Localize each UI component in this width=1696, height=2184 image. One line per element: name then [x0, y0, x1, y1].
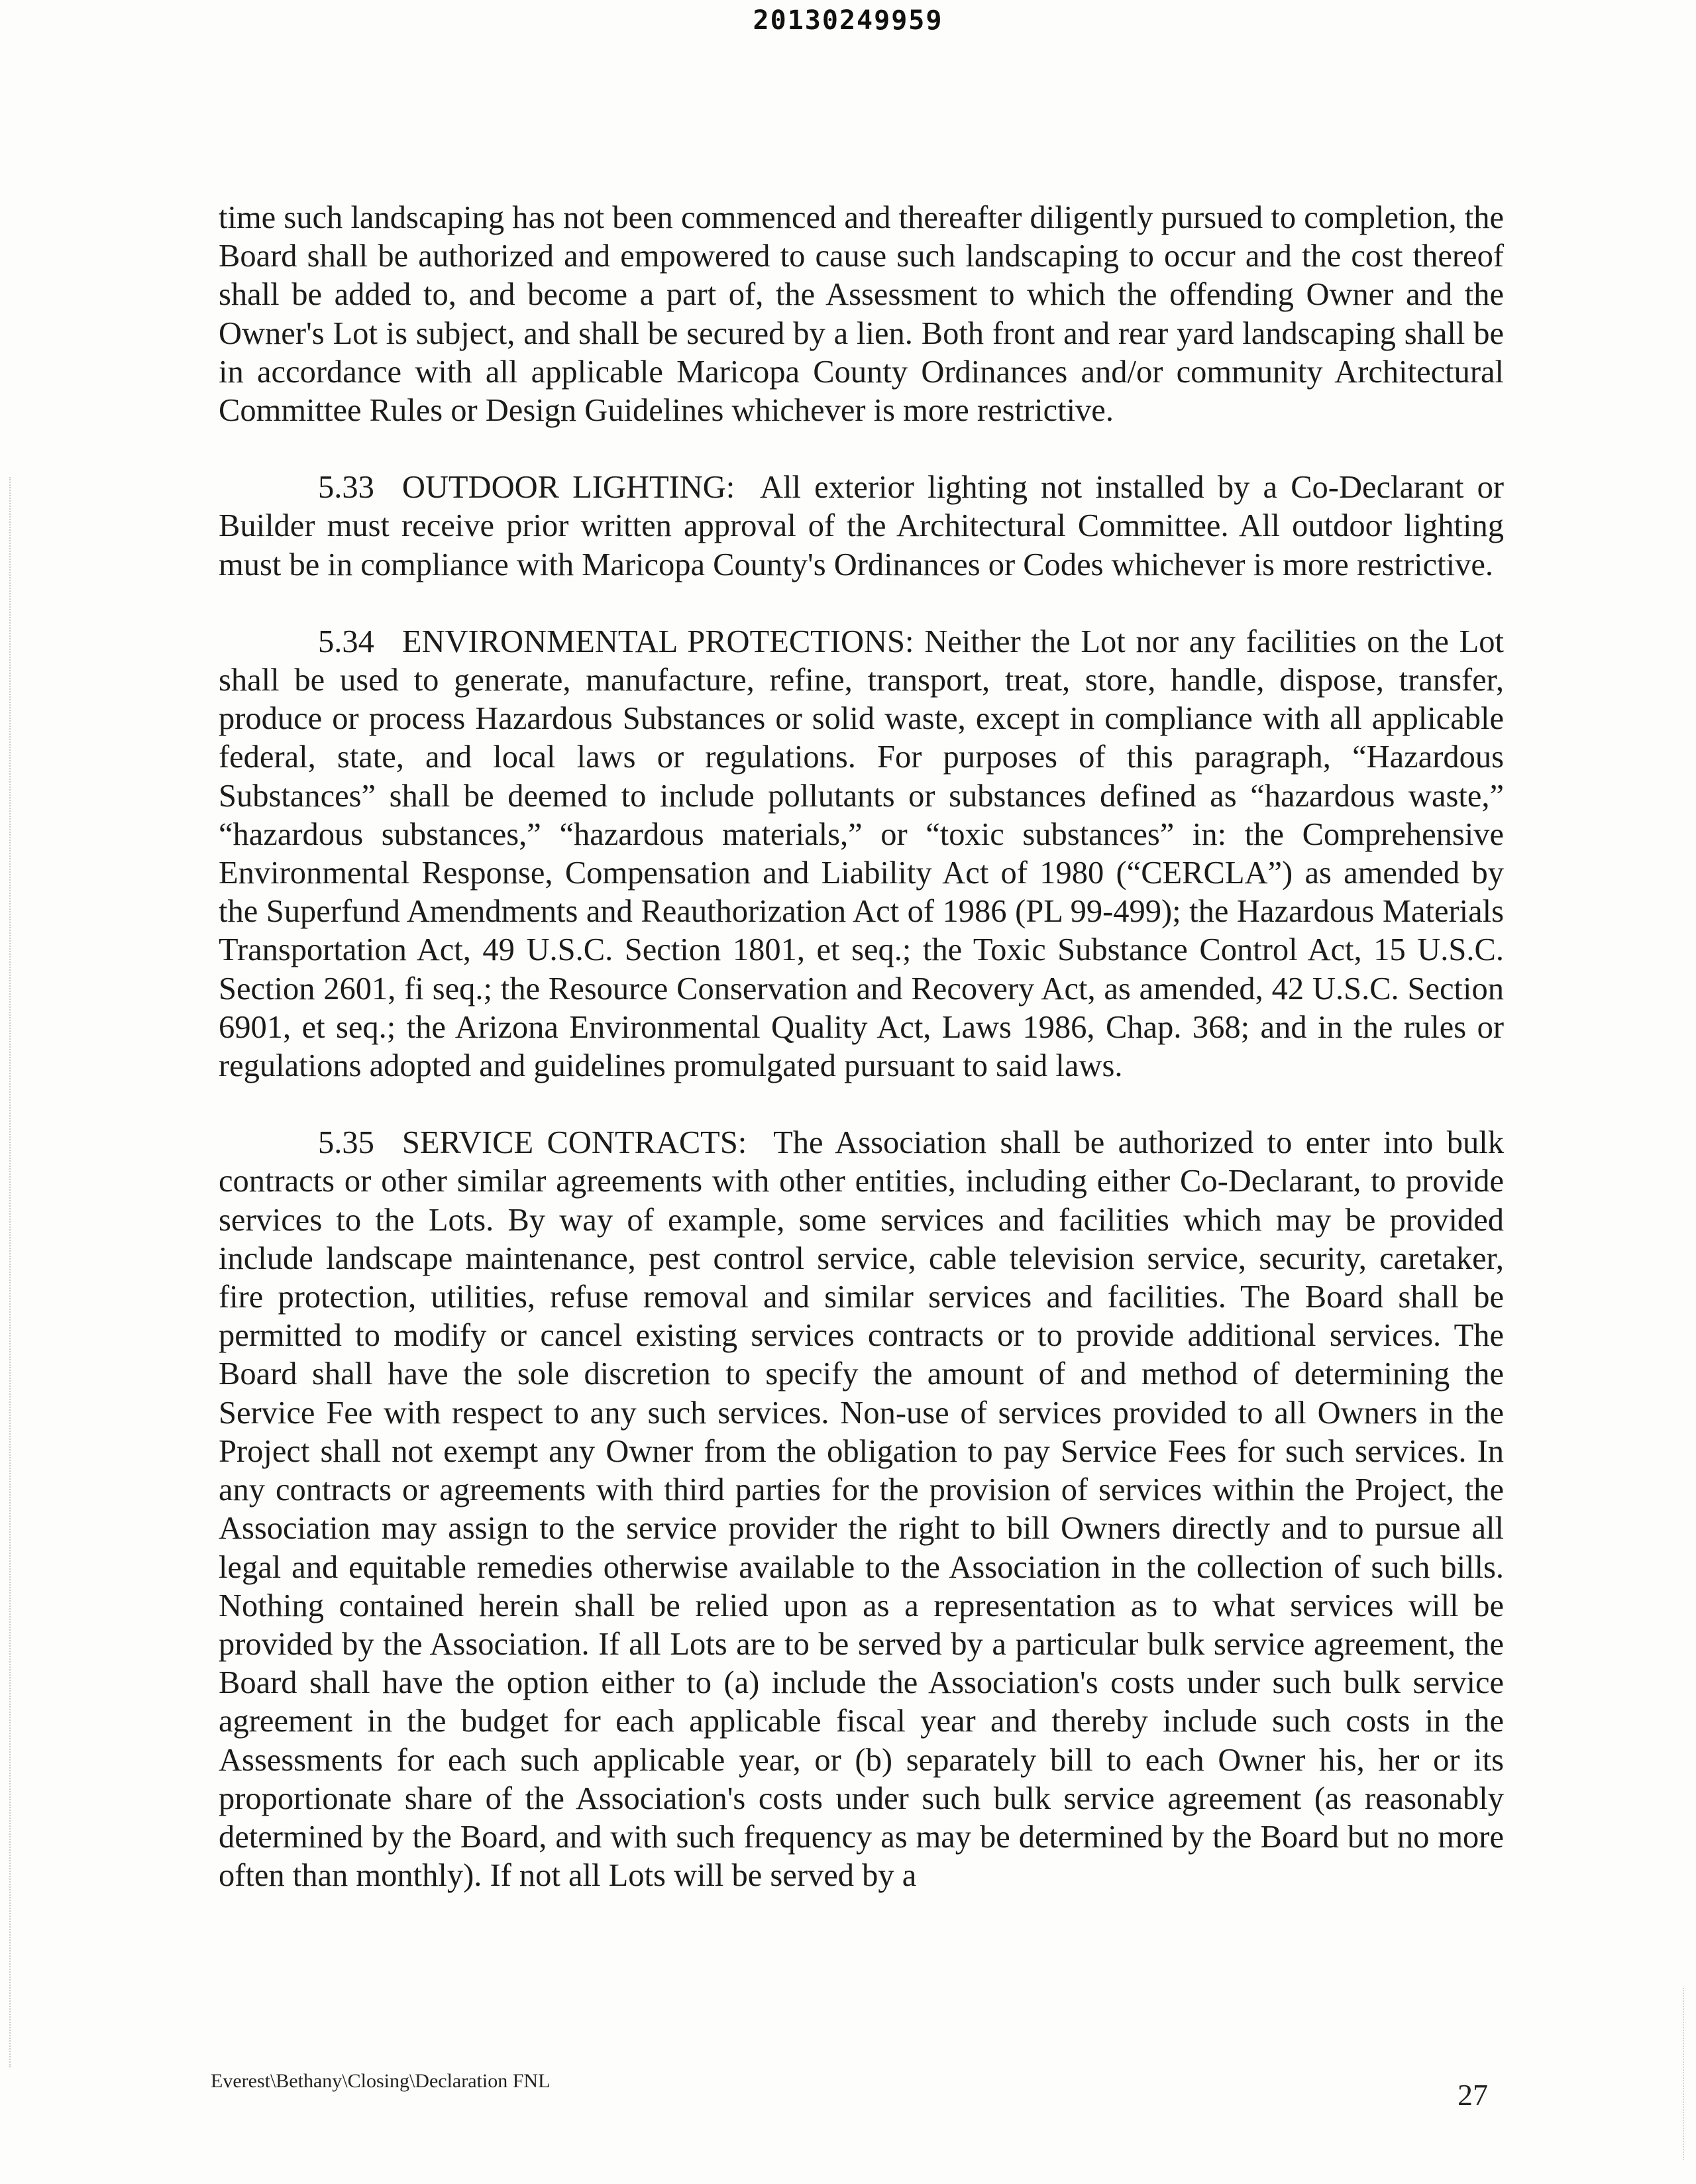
section-5-35	[219, 1124, 1504, 1895]
section-5-34	[219, 623, 1504, 1085]
section-text: All exterior lighting not installed by a Co-Declarant or Builder must receive prior written approval of the Architectural Committee. All outdoor lighting must be in compliance with Maricopa County's Ordinances or Codes whichever is more restrictive.	[219, 470, 1505, 582]
section-title: SERVICE CONTRACTS:	[401, 1125, 747, 1161]
page-number: 27	[1458, 2078, 1488, 2112]
document-body	[219, 199, 1504, 1934]
section-number: 5.33	[318, 470, 374, 506]
section-title: OUTDOOR LIGHTING:	[401, 470, 735, 506]
footer-file-path: Everest\Bethany\Closing\Declaration FNL	[211, 2070, 551, 2092]
scan-edge-left	[9, 477, 12, 2067]
section-number: 5.35	[318, 1125, 374, 1161]
section-text: Neither the Lot nor any facilities on the Lot shall be used to generate, manufacture, refine, transport, treat, store, handle, dispose, transfer, produce or process Hazardous Substances or solid waste, except in compliance with all applicable federal, state, and local laws or regulations. For purposes of this paragraph, “Hazardous Substances” shall be deemed to include pollutants or substances defined as “hazardous waste,” “hazardous substances,” “hazardous materials,” or “toxic substances” in: the Comprehensive Environmental Response, Compensation and Liability Act of 1980 (“CERCLA”) as amended by the Superfund Amendments and Reauthorization Act of 1986 (PL 99-499); the Hazardous Materials Transportation Act, 49 U.S.C. Section 1801, et seq.; the Toxic Substance Control Act, 15 U.S.C. Section 2601, fi seq.; the Resource Conservation and Recovery Act, as amended, 42 U.S.C. Section 6901, et seq.; the Arizona Environmental Quality Act, Laws 1986, Chap. 368; and in the rules or regulations adopted and guidelines promulgated pursuant to said laws.	[219, 624, 1504, 1084]
section-5-33	[219, 468, 1504, 584]
continuation-paragraph: time such landscaping has not been commenced and thereafter diligently pursued to completion, the Board shall be authorized and empowered to cause such landscaping to occur and the cost thereof shall be added to, and become a part of, the Assessment to which the offending Owner and the Owner's Lot is subject, and shall be secured by a lien. Both front and rear yard landscaping shall be in accordance with all applicable Maricopa County Ordinances and/or community Architectural Committee Rules or Design Guidelines whichever is more restrictive.	[219, 200, 1504, 429]
section-text: The Association shall be authorized to enter into bulk contracts or other similar agreements with other entities, including either Co-Declarant, to provide services to the Lots. By way of example, some services and facilities which may be provided include landscape maintenance, pest control service, cable television service, security, caretaker, fire protection, utilities, refuse removal and similar services and facilities. The Board shall be permitted to modify or cancel existing services contracts or to provide additional services. The Board shall have the sole discretion to specify the amount of and method of determining the Service Fee with respect to any such services. Non-use of services provided to all Owners in the Project shall not exempt any Owner from the obligation to pay Service Fees for such services. In any contracts or agreements with third parties for the provision of services within the Project, the Association may assign to the service provider the right to bill Owners directly and to pursue all legal and equitable remedies otherwise available to the Association in the collection of such bills. Nothing contained herein shall be relied upon as a representation as to what services will be provided by the Association. If all Lots are to be served by a particular bulk service agreement, the Board shall have the option either to (a) include the Association's costs under such bulk service agreement in the budget for each applicable fiscal year and thereby include such costs in the Assessments for each such applicable year, or (b) separately bill to each Owner his, her or its proportionate share of the Association's costs under such bulk service agreement (as reasonably determined by the Board, and with such frequency as may be determined by the Board but no more often than monthly). If not all Lots will be served by a	[219, 1125, 1504, 1894]
section-number: 5.34	[318, 624, 374, 659]
section-title: ENVIRONMENTAL PROTECTIONS:	[401, 624, 914, 659]
document-number: 20130249959	[753, 5, 943, 36]
scan-edge-right	[1683, 1988, 1685, 2160]
